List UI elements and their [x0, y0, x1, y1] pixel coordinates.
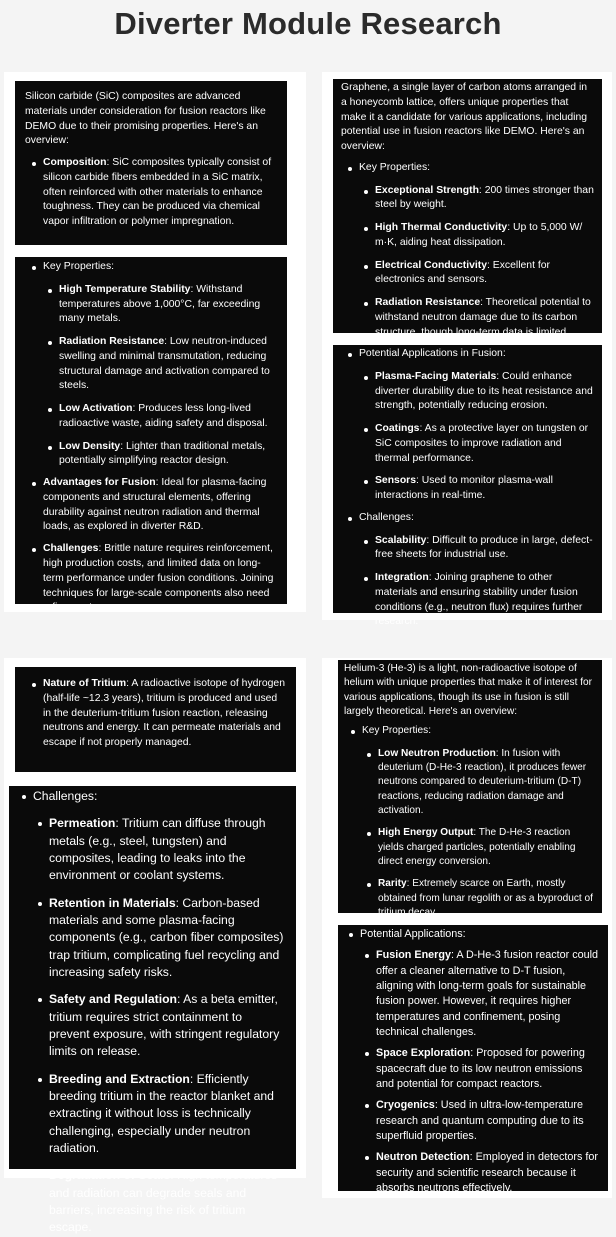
tritium-challenges-list [33, 815, 286, 1236]
list-item: Fusion Energy: A D-He-3 fusion reactor could offer a cleaner alternative to D-T fusion, aligning with long-term goals for sustainable fusion power. However, it requires higher temperatures and confinement, posing technical challenges. [360, 948, 602, 1040]
list-item: Electrical Conductivity: Excellent for electronics and sensors. [359, 259, 594, 289]
tritium-challenges: Challenges: Permeation: Tritium can diffuse through metals (e.g., steel, tungsten) and composites, leading to leaks into the environment or coolant systems. Retention in Materials: Carbon-based materials and some plasma-facing components (e.g., carbon fiber composites) trap tritium, complicating fuel recycling and increasing safety risks. Safety and Regulation: As a beta emitter, tritium requires strict containment to prevent exposure, with stringent regulatory limits on release. Breeding and Extraction: Efficiently breeding tritium in the reactor blanket and extracting it without loss is technically challenging, especially under neutron radiation. Degradation of Seals: High temperatures and radiation can degrade seals and barriers, increasing the risk of tritium escape. [15, 788, 286, 1237]
sic-properties-box [15, 257, 287, 614]
tritium-nature: Nature of Tritium: A radioactive isotope of hydrogen (half-life ~12.3 years), tritium is produced and used in the deuterium-tritium fusion reaction, releasing neutrons and energy. It can permeate materials and escape if not properly managed. [25, 677, 286, 751]
sic-overview-box [15, 81, 287, 245]
list-item: Scalability: Difficult to produce in large, defect-free sheets for industrial use. [359, 534, 594, 564]
list-item: High Energy Output: The D-He-3 reaction yields charged particles, potentially enabling direct energy conversion. [362, 826, 596, 869]
list-item: Space Exploration: Proposed for powering spacecraft due to its low neutron emissions and potential for compact reactors. [360, 1046, 602, 1092]
graphene-applications-list [359, 370, 594, 504]
helium-intro: Helium-3 (He-3) is a light, non-radioactive isotope of helium with unique properties that make it of interest for various applications, though its use in fusion is still largely theoretical. Here's an overview: [344, 663, 592, 717]
list-item: Breeding and Extraction: Efficiently breeding tritium in the reactor blanket and extracting it without loss is technically challenging, especially under neutron radiation. [33, 1071, 286, 1158]
list-item: Radiation Resistance: Low neutron-induced swelling and minimal transmutation, reducing structural damage and activation compared to steels. [43, 335, 277, 394]
list-item: Plasma-Facing Materials: Could enhance diverter durability due to its heat resistance and strength, potentially reducing erosion. [359, 370, 594, 414]
helium-applications-list [360, 948, 602, 1196]
sic-advantages: Advantages for Fusion: Ideal for plasma-facing components and structural elements, offering durability against neutron radiation and thermal loads, as explored in diverter R&D. [25, 476, 277, 535]
helium-overview-box [338, 660, 602, 918]
list-item: High Temperature Stability: Withstand temperatures above 1,000°C, far exceeding many metals. [43, 283, 277, 327]
helium-applications: Potential Applications: Fusion Energy: A D-He-3 fusion reactor could offer a cleaner alternative to D-T fusion, aligning with long-term goals for sustainable fusion power. However, it requires higher temperatures and confinement, posing technical challenges. Space Exploration: Proposed for powering spacecraft due to its low neutron emissions and potential for compact reactors. Cryogenics: Used in ultra-low-temperature research and quantum computing due to its superfluid properties. Neutron Detection: Employed in detectors for security and scientific research because it absorbs neutrons effectively. [342, 927, 602, 1196]
list-item: Degradation of Seals: High temperatures and radiation can degrade seals and barriers, increasing the risk of tritium escape. [33, 1167, 286, 1236]
tritium-nature-box [15, 667, 296, 772]
list-item: Integration: Joining graphene to other materials and ensuring stability under fusion conditions (e.g., neutron flux) requires further research. [359, 571, 594, 630]
graphene-challenges-list [359, 534, 594, 631]
list-item: Safety and Regulation: As a beta emitter, tritium requires strict containment to prevent exposure, with stringent regulatory limits on release. [33, 991, 286, 1060]
graphene-challenges: Challenges: Scalability: Difficult to produce in large, defect-free sheets for industrial use. Integration: Joining graphene to other materials and ensuring stability under fusion conditions (e.g., neutron flux) requires further research. [341, 511, 594, 630]
graphene-properties-list [359, 184, 594, 341]
page-title: Diverter Module Research [114, 6, 502, 41]
list-item: Low Neutron Production: In fusion with deuterium (D-He-3 reaction), it produces fewer neutrons compared to deuterium-tritium (D-T) reactions, reducing radiation damage and activation. [362, 747, 596, 819]
list-item: Radiation Resistance: Theoretical potential to withstand neutron damage due to its carbon structure, though long-term data is limited. [359, 296, 594, 340]
helium-key-properties: Key Properties: Low Neutron Production: In fusion with deuterium (D-He-3 reaction), it produces fewer neutrons compared to deuterium-tritium (D-T) reactions, reducing radiation damage and activation. High Energy Output: The D-He-3 reaction yields charged particles, potentially enabling direct energy conversion. Rarity: Extremely scarce on Earth, mostly obtained from lunar regolith or as a byproduct of tritium decay. [344, 724, 596, 920]
sic-challenges: Challenges: Brittle nature requires reinforcement, high production costs, and limited data on long-term performance under fusion conditions. Joining techniques for large-scale components also need refinement. [25, 542, 277, 616]
sic-composition: Composition: SiC composites typically consist of silicon carbide fibers embedded in a SiC matrix, often reinforced with other materials to enhance toughness. They can be produced via chemical vapor infiltration or polymer impregnation. [25, 156, 277, 230]
list-item: Rarity: Extremely scarce on Earth, mostly obtained from lunar regolith or as a byproduct of tritium decay. [362, 877, 596, 920]
graphene-key-properties: Key Properties: Exceptional Strength: 200 times stronger than steel by weight. High Thermal Conductivity: Up to 5,000 W/ m·K, aiding heat dissipation. Electrical Conductivity: Excellent for electronics and sensors. Radiation Resistance: Theoretical potential to withstand neutron damage due to its carbon structure, though long-term data is limited. [341, 161, 594, 341]
helium-applications-box [338, 925, 608, 1194]
graphene-intro: Graphene, a single layer of carbon atoms arranged in a honeycomb lattice, offers unique properties that make it a candidate for various applications, including potential use in fusion reactors like DEMO. Here's an overview: [341, 82, 588, 153]
list-item: Cryogenics: Used in ultra-low-temperature research and quantum computing due to its superfluid properties. [360, 1098, 602, 1144]
sic-intro: Silicon carbide (SiC) composites are advanced materials under consideration for fusion reactors like DEMO due to their promising properties. Here's an overview: [25, 91, 266, 147]
graphene-overview-box [333, 79, 602, 338]
graphene-applications-box [333, 345, 602, 628]
sic-key-properties: Key Properties: High Temperature Stability: Withstand temperatures above 1,000°C, far exceeding many metals. Radiation Resistance: Low neutron-induced swelling and minimal transmutation, reducing structural damage and activation compared to steels. Low Activation: Produces less long-lived radioactive waste, aiding safety and disposal. Low Density: Lighter than traditional metals, potentially simplifying reactor design. [25, 260, 277, 469]
list-item: Low Activation: Produces less long-lived radioactive waste, aiding safety and disposal. [43, 402, 277, 432]
graphene-applications: Potential Applications in Fusion: Plasma-Facing Materials: Could enhance diverter durability due to its heat resistance and strength, potentially reducing erosion. Coatings: As a protective layer on tungsten or SiC composites to improve radiation and thermal performance. Sensors: Used to monitor plasma-wall interactions in real-time. [341, 347, 594, 504]
list-item: Low Density: Lighter than traditional metals, potentially simplifying reactor design. [43, 440, 277, 470]
list-item: Sensors: Used to monitor plasma-wall interactions in real-time. [359, 474, 594, 504]
tritium-challenges-box [9, 786, 296, 1235]
list-item: Permeation: Tritium can diffuse through metals (e.g., steel, tungsten) and composites, leading to leaks into the environment or coolant systems. [33, 815, 286, 884]
list-item: High Thermal Conductivity: Up to 5,000 W/ m·K, aiding heat dissipation. [359, 221, 594, 251]
list-item: Neutron Detection: Employed in detectors for security and scientific research because it absorbs neutrons effectively. [360, 1150, 602, 1196]
list-item: Exceptional Strength: 200 times stronger than steel by weight. [359, 184, 594, 214]
list-item: Retention in Materials: Carbon-based materials and some plasma-facing components (e.g., carbon fiber composites) trap tritium, complicating fuel recycling and increasing safety risks. [33, 895, 286, 982]
sic-properties-list [43, 283, 277, 469]
helium-properties-list [362, 747, 596, 921]
list-item: Coatings: As a protective layer on tungsten or SiC composites to improve radiation and thermal performance. [359, 422, 594, 466]
